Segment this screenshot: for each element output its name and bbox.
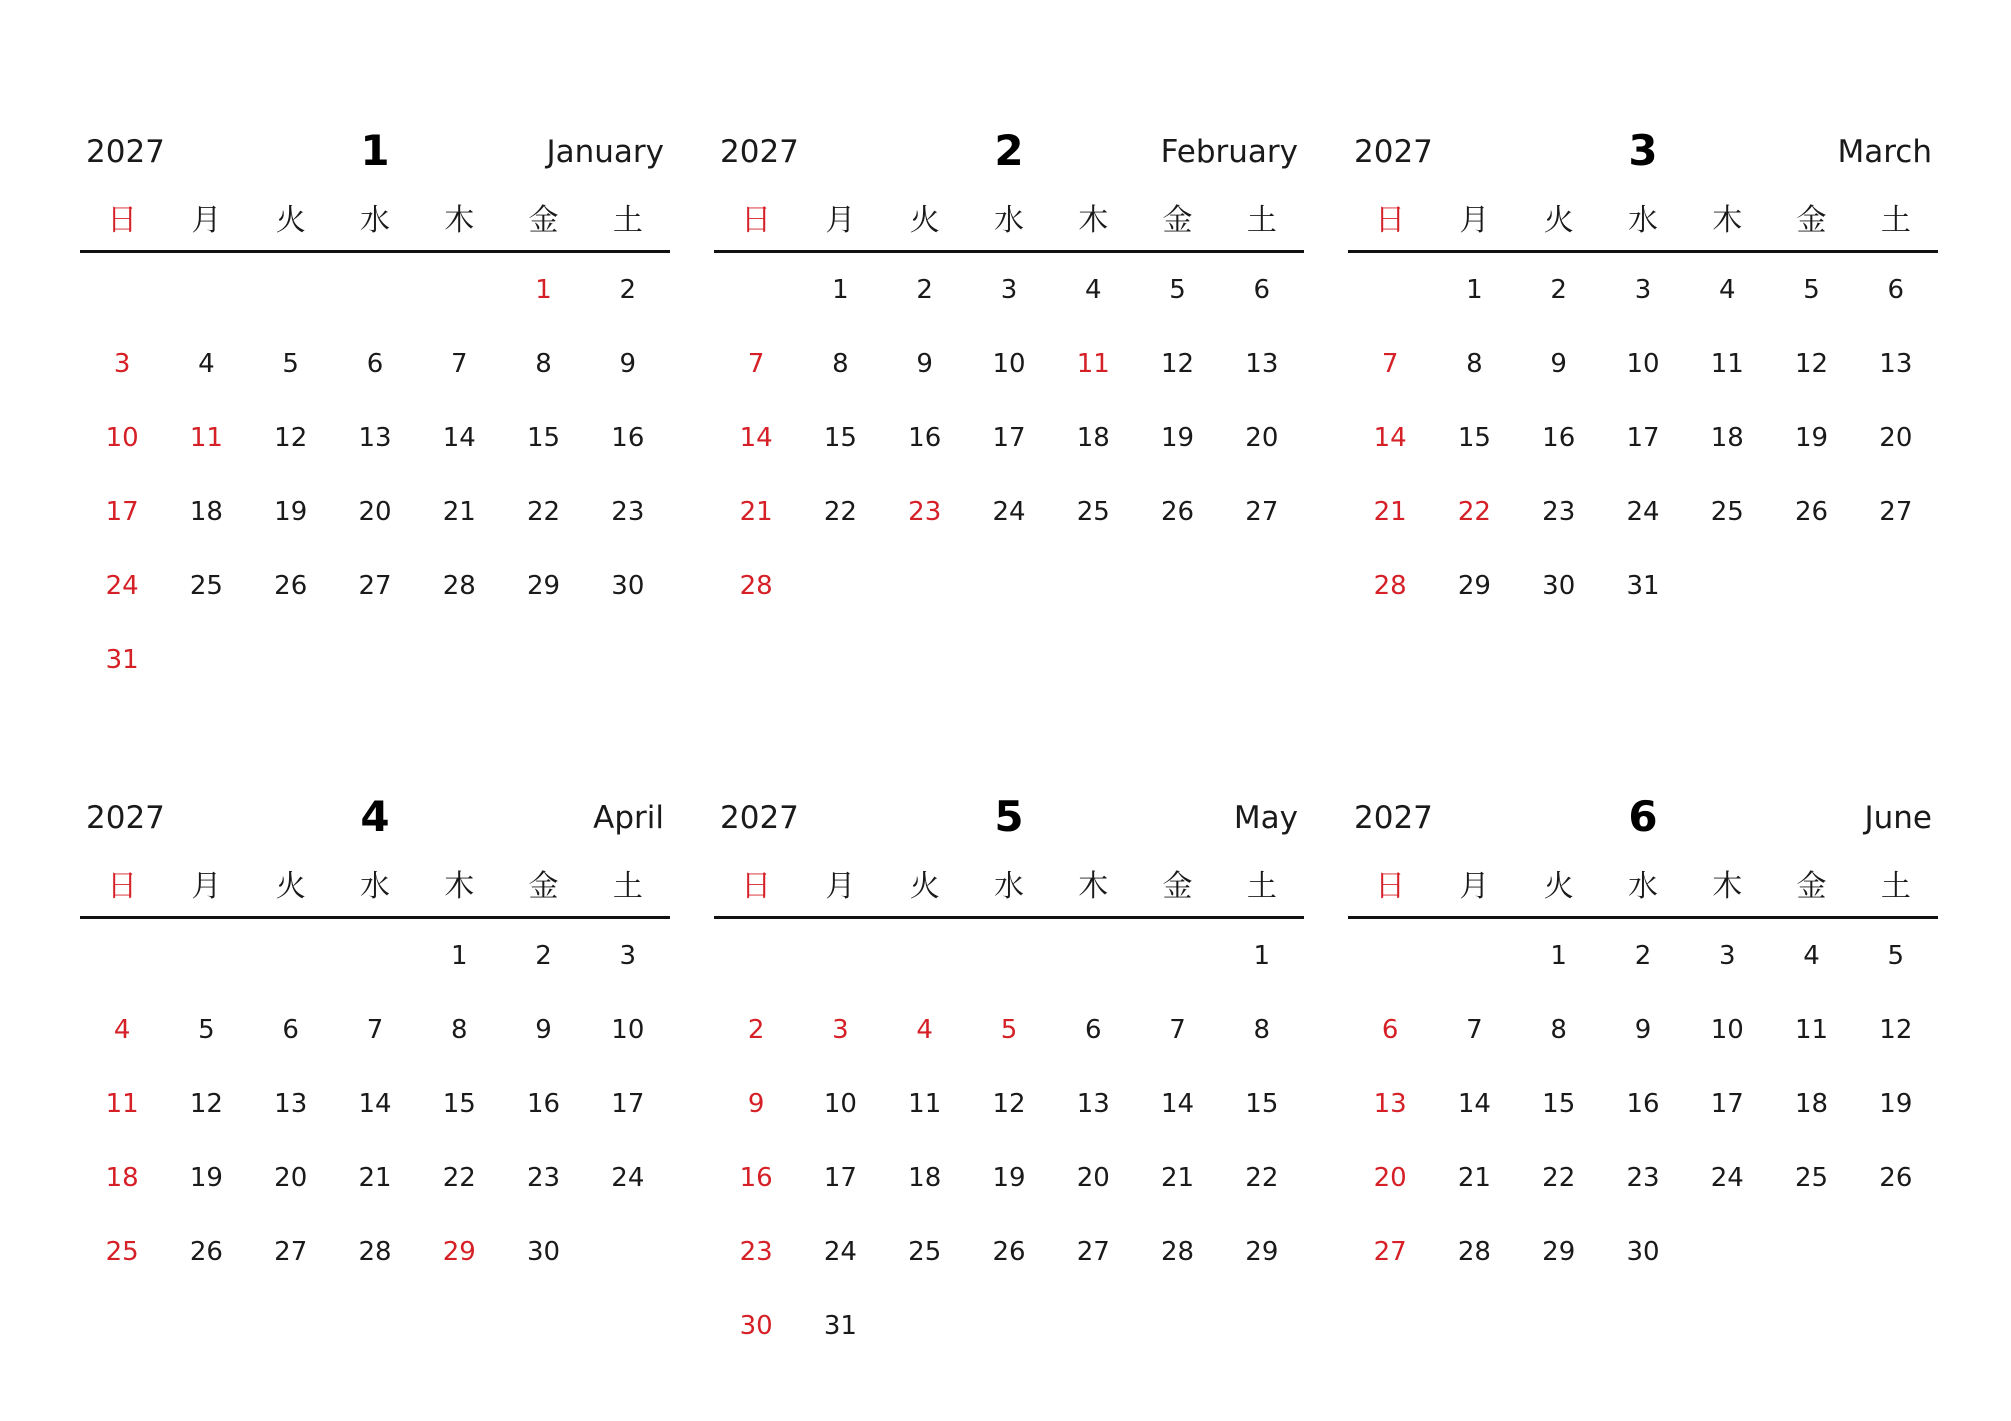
day-cell: 13 [1076, 1089, 1110, 1119]
month-number: 2 [994, 126, 1024, 175]
day-cell: 11 [1710, 349, 1744, 379]
day-cell-empty [164, 253, 248, 327]
weekday-sunday: 日 [1375, 203, 1406, 238]
day-cell: 21 [1457, 1163, 1491, 1193]
day-cell: 24 [1710, 1163, 1744, 1193]
day-cell: 30 [1542, 571, 1576, 601]
day-cell: 28 [739, 571, 773, 601]
weekday-saturday: 土 [612, 869, 643, 904]
day-cell: 3 [1718, 941, 1736, 971]
month-number: 4 [360, 792, 390, 841]
day-cell: 26 [992, 1237, 1026, 1267]
day-cell: 23 [908, 497, 942, 527]
day-cell: 15 [527, 423, 561, 453]
day-cell-empty [417, 253, 501, 327]
day-cell: 4 [113, 1015, 131, 1045]
year-label: 2027 [720, 800, 799, 836]
weekday-wednesday: 水 [359, 203, 390, 238]
year-label: 2027 [720, 134, 799, 170]
weekday-saturday: 土 [612, 203, 643, 238]
day-cell-empty [164, 919, 248, 993]
day-cell: 19 [1879, 1089, 1913, 1119]
day-cell-empty [714, 919, 798, 993]
weekday-friday: 金 [1162, 203, 1193, 238]
weekday-thursday: 木 [1712, 203, 1743, 238]
day-cell: 1 [832, 275, 849, 305]
day-cell-empty [1135, 919, 1219, 993]
day-cell: 2 [1550, 275, 1567, 305]
weekday-monday: 月 [191, 869, 222, 904]
weekday-row [80, 192, 670, 253]
month-header [1348, 786, 1938, 846]
day-cell: 27 [1076, 1237, 1110, 1267]
day-cell: 20 [1373, 1163, 1407, 1193]
day-cell: 19 [274, 497, 308, 527]
day-cell: 5 [1169, 275, 1186, 305]
day-cell: 21 [1373, 497, 1407, 527]
day-cell: 17 [105, 497, 139, 527]
weekday-sunday: 日 [741, 203, 772, 238]
weekday-sunday: 日 [107, 869, 138, 904]
day-cell: 16 [908, 423, 942, 453]
day-cell: 17 [611, 1089, 645, 1119]
year-label: 2027 [86, 134, 165, 170]
day-cell: 27 [274, 1237, 308, 1267]
day-cell: 23 [739, 1237, 773, 1267]
day-cell: 13 [1373, 1089, 1407, 1119]
day-cell: 14 [358, 1089, 392, 1119]
month-header [80, 786, 670, 846]
month-header [714, 120, 1304, 180]
day-grid [1348, 919, 1938, 1289]
weekday-saturday: 土 [1246, 203, 1277, 238]
year-label: 2027 [1354, 134, 1433, 170]
day-cell: 8 [1466, 349, 1483, 379]
day-cell: 12 [1795, 349, 1829, 379]
day-cell: 21 [739, 497, 773, 527]
day-grid [80, 253, 670, 697]
day-cell: 19 [1161, 423, 1195, 453]
day-cell: 20 [358, 497, 392, 527]
day-cell: 6 [1084, 1015, 1102, 1045]
day-cell: 25 [189, 571, 223, 601]
day-cell: 2 [747, 1015, 765, 1045]
day-cell: 17 [1626, 423, 1660, 453]
month-name: February [1160, 134, 1298, 170]
day-cell: 1 [1466, 275, 1483, 305]
day-cell: 3 [832, 1015, 849, 1045]
month-number: 6 [1628, 792, 1658, 841]
day-cell: 29 [1245, 1237, 1279, 1267]
day-cell: 9 [747, 1089, 765, 1119]
day-cell: 29 [527, 571, 561, 601]
day-cell: 8 [450, 1015, 468, 1045]
day-cell: 1 [535, 275, 552, 305]
day-cell: 23 [1626, 1163, 1660, 1193]
weekday-thursday: 木 [444, 203, 475, 238]
day-cell: 22 [1245, 1163, 1279, 1193]
weekday-sunday: 日 [1375, 869, 1406, 904]
weekday-monday: 月 [825, 869, 856, 904]
day-cell: 15 [1457, 423, 1491, 453]
day-cell: 2 [535, 941, 552, 971]
day-cell: 21 [358, 1163, 392, 1193]
day-cell: 21 [1161, 1163, 1195, 1193]
day-cell-empty [714, 253, 798, 327]
day-cell-empty [80, 919, 164, 993]
weekday-wednesday: 水 [1627, 203, 1658, 238]
day-cell: 6 [1887, 275, 1905, 305]
weekday-monday: 月 [1459, 203, 1490, 238]
day-cell: 6 [282, 1015, 299, 1045]
day-cell: 15 [823, 423, 857, 453]
day-cell: 5 [1803, 275, 1820, 305]
day-cell: 24 [1626, 497, 1660, 527]
month-block-june [1348, 786, 1938, 1289]
weekday-thursday: 木 [1712, 869, 1743, 904]
day-cell: 10 [992, 349, 1026, 379]
weekday-wednesday: 水 [1627, 869, 1658, 904]
weekday-tuesday: 火 [909, 869, 940, 904]
month-number: 3 [1628, 126, 1658, 175]
day-cell: 11 [1795, 1015, 1829, 1045]
day-cell: 17 [823, 1163, 857, 1193]
day-cell: 14 [1373, 423, 1407, 453]
month-name: June [1864, 800, 1932, 836]
day-cell: 16 [1626, 1089, 1660, 1119]
day-cell: 26 [189, 1237, 223, 1267]
weekday-tuesday: 火 [275, 203, 306, 238]
day-cell: 14 [739, 423, 773, 453]
day-grid [1348, 253, 1938, 623]
day-cell: 2 [916, 275, 933, 305]
day-cell: 28 [442, 571, 476, 601]
weekday-friday: 金 [528, 869, 559, 904]
month-number: 1 [360, 126, 390, 175]
day-cell-empty [333, 919, 417, 993]
day-cell: 18 [1710, 423, 1744, 453]
day-cell: 7 [747, 349, 765, 379]
day-cell: 18 [1795, 1089, 1829, 1119]
day-cell: 30 [739, 1311, 773, 1341]
day-cell: 7 [1169, 1015, 1186, 1045]
weekday-tuesday: 火 [1543, 869, 1574, 904]
weekday-monday: 月 [191, 203, 222, 238]
day-cell: 26 [1161, 497, 1195, 527]
day-cell-empty [249, 253, 333, 327]
day-cell: 16 [1542, 423, 1576, 453]
day-cell: 19 [189, 1163, 223, 1193]
day-cell-empty [883, 919, 967, 993]
day-cell: 9 [619, 349, 637, 379]
weekday-row [1348, 192, 1938, 253]
day-grid [714, 253, 1304, 623]
month-name: January [546, 134, 664, 170]
day-cell: 15 [442, 1089, 476, 1119]
weekday-wednesday: 水 [993, 203, 1024, 238]
weekday-wednesday: 水 [993, 869, 1024, 904]
year-label: 2027 [86, 800, 165, 836]
month-header [714, 786, 1304, 846]
day-cell: 25 [908, 1237, 942, 1267]
day-cell: 22 [1457, 497, 1491, 527]
day-cell: 4 [1803, 941, 1820, 971]
day-cell: 27 [358, 571, 392, 601]
day-cell: 30 [611, 571, 645, 601]
weekday-monday: 月 [1459, 869, 1490, 904]
day-cell: 16 [611, 423, 645, 453]
day-cell: 11 [189, 423, 223, 453]
day-cell: 23 [1542, 497, 1576, 527]
day-cell: 29 [442, 1237, 476, 1267]
day-cell: 21 [442, 497, 476, 527]
day-cell: 20 [1076, 1163, 1110, 1193]
weekday-friday: 金 [1796, 869, 1827, 904]
month-block-may [714, 786, 1304, 1363]
day-cell: 15 [1245, 1089, 1279, 1119]
day-cell: 12 [1879, 1015, 1913, 1045]
weekday-saturday: 土 [1246, 869, 1277, 904]
weekday-sunday: 日 [107, 203, 138, 238]
weekday-friday: 金 [528, 203, 559, 238]
weekday-tuesday: 火 [275, 869, 306, 904]
day-cell: 5 [282, 349, 299, 379]
day-cell: 7 [366, 1015, 384, 1045]
day-cell: 27 [1373, 1237, 1407, 1267]
day-cell: 4 [916, 1015, 933, 1045]
day-cell: 12 [1161, 349, 1195, 379]
day-cell: 9 [1634, 1015, 1652, 1045]
weekday-friday: 金 [1162, 869, 1193, 904]
day-cell: 4 [198, 349, 215, 379]
day-cell: 7 [1381, 349, 1399, 379]
day-cell: 14 [1161, 1089, 1195, 1119]
day-cell-empty [1348, 919, 1432, 993]
month-block-march [1348, 120, 1938, 623]
day-cell: 24 [105, 571, 139, 601]
day-cell: 8 [1550, 1015, 1567, 1045]
day-cell: 10 [823, 1089, 857, 1119]
day-cell: 9 [1550, 349, 1567, 379]
weekday-thursday: 木 [1078, 203, 1109, 238]
day-cell: 27 [1879, 497, 1913, 527]
day-cell: 28 [358, 1237, 392, 1267]
day-cell: 22 [823, 497, 857, 527]
month-number: 5 [994, 792, 1024, 841]
day-cell: 24 [611, 1163, 645, 1193]
day-cell: 28 [1457, 1237, 1491, 1267]
day-cell: 10 [1626, 349, 1660, 379]
weekday-row [714, 858, 1304, 919]
weekday-tuesday: 火 [909, 203, 940, 238]
day-cell: 18 [908, 1163, 942, 1193]
month-header [1348, 120, 1938, 180]
day-cell: 30 [527, 1237, 561, 1267]
weekday-monday: 月 [825, 203, 856, 238]
day-cell-empty [1348, 253, 1432, 327]
day-cell-empty [80, 253, 164, 327]
day-cell: 11 [105, 1089, 139, 1119]
month-name: May [1233, 800, 1298, 836]
day-cell: 22 [527, 497, 561, 527]
day-cell: 25 [1710, 497, 1744, 527]
day-cell: 31 [105, 645, 139, 675]
day-cell: 25 [1076, 497, 1110, 527]
day-cell: 6 [1253, 275, 1271, 305]
day-cell: 31 [823, 1311, 857, 1341]
day-cell: 16 [739, 1163, 773, 1193]
day-cell: 23 [527, 1163, 561, 1193]
day-cell-empty [333, 253, 417, 327]
day-cell: 14 [442, 423, 476, 453]
weekday-thursday: 木 [444, 869, 475, 904]
day-cell: 13 [274, 1089, 308, 1119]
day-cell: 4 [1718, 275, 1736, 305]
day-cell: 28 [1373, 571, 1407, 601]
weekday-row [1348, 858, 1938, 919]
day-cell: 17 [992, 423, 1026, 453]
day-cell: 13 [1245, 349, 1279, 379]
day-cell-empty [798, 919, 882, 993]
day-cell: 1 [1253, 941, 1271, 971]
day-cell: 18 [1076, 423, 1110, 453]
day-cell: 1 [450, 941, 468, 971]
day-cell: 22 [442, 1163, 476, 1193]
day-cell: 4 [1084, 275, 1102, 305]
day-cell: 27 [1245, 497, 1279, 527]
day-cell: 5 [1887, 941, 1905, 971]
day-cell: 1 [1550, 941, 1567, 971]
weekday-saturday: 土 [1880, 203, 1911, 238]
day-cell: 26 [274, 571, 308, 601]
day-cell: 30 [1626, 1237, 1660, 1267]
day-cell: 26 [1795, 497, 1829, 527]
day-cell: 7 [450, 349, 468, 379]
weekday-saturday: 土 [1880, 869, 1911, 904]
day-cell-empty [967, 919, 1051, 993]
day-cell: 12 [992, 1089, 1026, 1119]
day-cell: 20 [1245, 423, 1279, 453]
day-cell: 10 [105, 423, 139, 453]
day-cell: 11 [908, 1089, 942, 1119]
day-cell: 15 [1542, 1089, 1576, 1119]
day-cell: 24 [823, 1237, 857, 1267]
day-cell: 19 [1795, 423, 1829, 453]
day-cell: 22 [1542, 1163, 1576, 1193]
day-cell: 29 [1542, 1237, 1576, 1267]
day-cell: 10 [1710, 1015, 1744, 1045]
weekday-friday: 金 [1796, 203, 1827, 238]
year-label: 2027 [1354, 800, 1433, 836]
day-cell: 3 [113, 349, 131, 379]
day-cell-empty [1432, 919, 1516, 993]
day-cell: 19 [992, 1163, 1026, 1193]
day-grid [80, 919, 670, 1289]
day-cell: 3 [619, 941, 637, 971]
day-cell-empty [1051, 919, 1135, 993]
day-cell: 20 [274, 1163, 308, 1193]
day-cell: 5 [198, 1015, 215, 1045]
day-cell: 25 [105, 1237, 139, 1267]
day-cell: 25 [1795, 1163, 1829, 1193]
day-cell: 6 [366, 349, 384, 379]
weekday-sunday: 日 [741, 869, 772, 904]
day-cell: 31 [1626, 571, 1660, 601]
day-cell: 6 [1381, 1015, 1399, 1045]
day-cell: 8 [832, 349, 849, 379]
day-cell: 10 [611, 1015, 645, 1045]
month-block-february [714, 120, 1304, 623]
day-cell: 3 [1000, 275, 1018, 305]
day-cell: 2 [619, 275, 637, 305]
day-cell: 12 [274, 423, 308, 453]
day-cell: 29 [1457, 571, 1491, 601]
day-cell: 18 [189, 497, 223, 527]
weekday-tuesday: 火 [1543, 203, 1574, 238]
day-cell: 2 [1634, 941, 1652, 971]
day-cell-empty [249, 919, 333, 993]
weekday-wednesday: 水 [359, 869, 390, 904]
day-cell: 17 [1710, 1089, 1744, 1119]
day-grid [714, 919, 1304, 1363]
month-block-april [80, 786, 670, 1289]
weekday-row [714, 192, 1304, 253]
day-cell: 13 [1879, 349, 1913, 379]
month-header [80, 120, 670, 180]
day-cell: 26 [1879, 1163, 1913, 1193]
month-name: March [1837, 134, 1932, 170]
day-cell: 14 [1457, 1089, 1491, 1119]
day-cell: 16 [527, 1089, 561, 1119]
day-cell: 5 [1000, 1015, 1018, 1045]
day-cell: 28 [1161, 1237, 1195, 1267]
day-cell: 9 [916, 349, 933, 379]
day-cell: 20 [1879, 423, 1913, 453]
day-cell: 18 [105, 1163, 139, 1193]
day-cell: 8 [535, 349, 552, 379]
weekday-thursday: 木 [1078, 869, 1109, 904]
day-cell: 3 [1634, 275, 1652, 305]
day-cell: 13 [358, 423, 392, 453]
day-cell: 9 [535, 1015, 552, 1045]
day-cell: 23 [611, 497, 645, 527]
month-name: April [593, 800, 664, 836]
month-block-january [80, 120, 670, 697]
weekday-row [80, 858, 670, 919]
day-cell: 8 [1253, 1015, 1271, 1045]
day-cell: 24 [992, 497, 1026, 527]
day-cell: 12 [189, 1089, 223, 1119]
day-cell: 11 [1076, 349, 1110, 379]
day-cell: 7 [1466, 1015, 1483, 1045]
